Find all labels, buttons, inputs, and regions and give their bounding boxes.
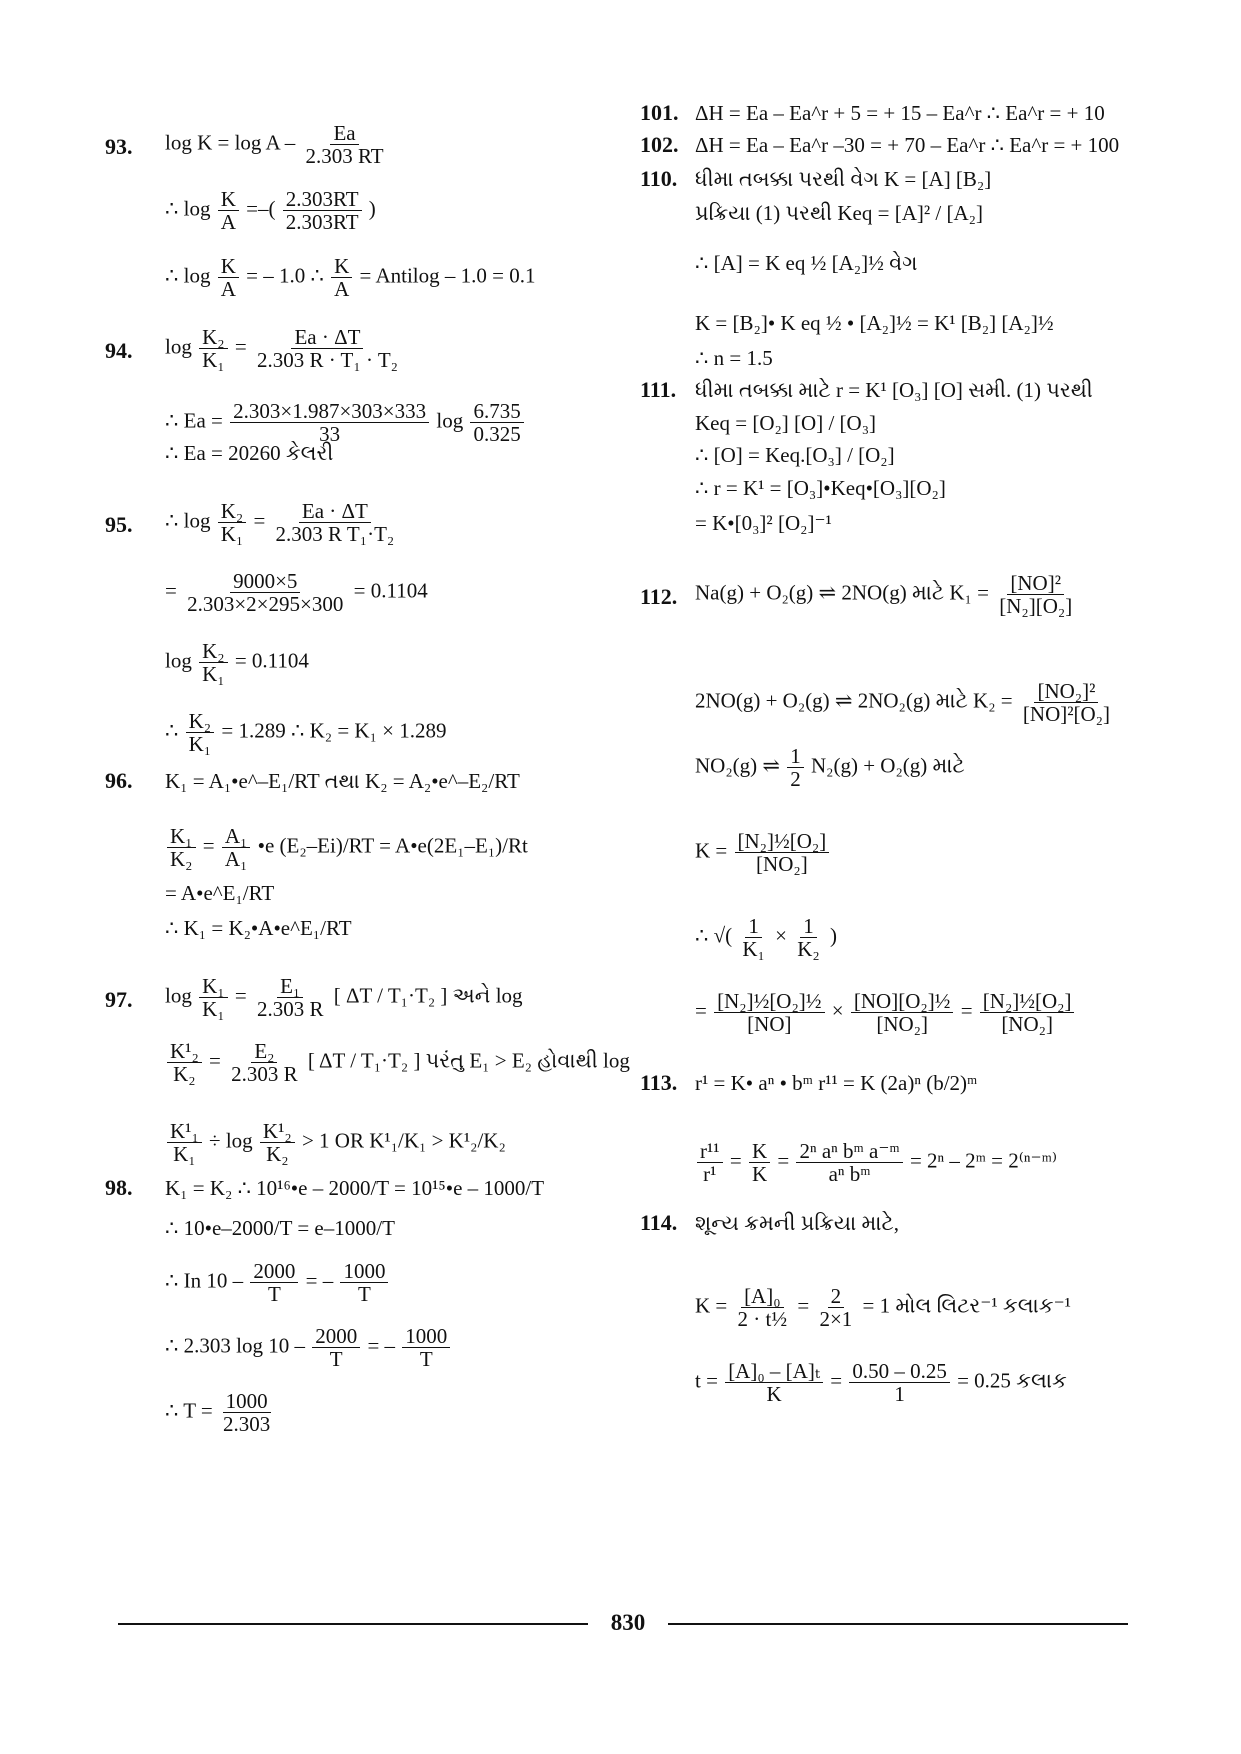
solution-line — [695, 1360, 1067, 1405]
fraction-denominator: K₂ — [797, 937, 820, 961]
fraction-numerator: A₁ — [222, 825, 251, 848]
solution-line — [165, 326, 403, 371]
solution-line — [695, 345, 773, 371]
fraction-numerator: E₂ — [251, 1040, 277, 1063]
solution-line — [695, 990, 1076, 1035]
fraction-denominator: aⁿ bᵐ — [828, 1162, 871, 1186]
fraction-denominator: 2×1 — [819, 1307, 853, 1331]
fraction — [260, 1120, 295, 1165]
equation-text: N₂(g) + O₂(g) માટે — [805, 753, 965, 778]
fraction-denominator: [NO₂] — [756, 852, 808, 876]
equation-text: log — [431, 408, 469, 433]
fraction-numerator: K₂ — [186, 710, 215, 733]
equation-text: = – 1.0 ∴ — [240, 263, 330, 288]
fraction-denominator: K₁ — [202, 662, 225, 686]
solution-line — [695, 572, 1077, 617]
equation-text: × — [769, 923, 793, 948]
equation-text: ∴ T = — [165, 1398, 219, 1423]
page-footer — [118, 1610, 1128, 1640]
fraction-denominator: [NO₂] — [1001, 1012, 1053, 1036]
fraction-denominator: [NO] — [747, 1012, 792, 1036]
solution-line — [695, 250, 917, 276]
fraction-denominator: A — [334, 277, 350, 301]
fraction-numerator: 1000 — [340, 1260, 388, 1283]
fraction — [470, 400, 523, 445]
fraction-numerator: K₁ — [167, 825, 196, 848]
equation-text: log K = log A – — [165, 130, 301, 155]
equation-text: Keq = [O₂] [O] / [O₃] — [695, 411, 877, 435]
equation-text: log — [165, 983, 198, 1008]
equation-text: =–( — [240, 196, 281, 221]
equation-text: = 1.289 ∴ K₂ = K₁ × 1.289 — [216, 718, 447, 743]
equation-text: log — [165, 648, 198, 673]
fraction-numerator: [NO][O₂]½ — [851, 990, 954, 1013]
fraction-numerator: [A]₀ — [741, 1285, 783, 1308]
fraction-denominator: 1 — [894, 1382, 905, 1406]
solution-line — [165, 880, 274, 906]
solution-line — [695, 915, 837, 960]
fraction — [167, 825, 196, 870]
fraction-numerator: 1 — [745, 915, 762, 938]
fraction-numerator: 2ⁿ aⁿ bᵐ a⁻ᵐ — [796, 1140, 902, 1163]
fraction-denominator: A — [220, 277, 236, 301]
fraction-numerator: 6.735 — [470, 400, 523, 423]
solution-line — [695, 680, 1115, 725]
fraction-numerator: [N₂]½[O₂] — [980, 990, 1075, 1013]
fraction-denominator: T — [267, 1282, 281, 1306]
equation-text: = — [165, 578, 183, 603]
fraction-denominator: K — [766, 1382, 782, 1406]
question-number: 114. — [640, 1210, 678, 1235]
fraction-denominator: 2.303 — [223, 1412, 271, 1436]
fraction — [739, 915, 768, 960]
equation-text: ∴ [O] = Keq.[O₃] / [O₂] — [695, 443, 895, 467]
fraction-numerator: E₁ — [277, 975, 303, 998]
fraction-numerator: K₁ — [199, 975, 228, 998]
fraction — [849, 1360, 950, 1405]
fraction-numerator: K₂ — [199, 326, 228, 349]
fraction — [340, 1260, 388, 1305]
equation-text: K₁ = K₂ ∴ 10¹⁶•e – 2000/T = 10¹⁵•e – 1000/T — [165, 1176, 545, 1200]
equation-text: ΔH = Ea – Ea^r + 5 = + 15 – Ea^r ∴ Ea^r = + 10 — [695, 101, 1105, 125]
solution-line — [695, 510, 832, 536]
question-number: 110. — [640, 166, 678, 191]
fraction-denominator: A₁ — [224, 847, 248, 871]
fraction-denominator: 33 — [319, 422, 341, 446]
equation-text: = Antilog – 1.0 = 0.1 — [354, 263, 536, 288]
fraction-denominator: 2.303 R — [256, 997, 324, 1021]
fraction-denominator: 2.303 R T₁·T₂ — [275, 522, 395, 546]
equation-text: = 2ⁿ – 2ᵐ = 2⁽ⁿ⁻ᵐ⁾ — [904, 1148, 1058, 1173]
solution-line — [165, 400, 526, 445]
solution-line — [165, 710, 447, 755]
fraction — [735, 830, 830, 875]
solution-line — [695, 310, 1054, 336]
solution-line — [165, 915, 352, 941]
equation-text: r¹ = K• aⁿ • bᵐ r¹¹ = K (2a)ⁿ (b/2)ᵐ — [695, 1071, 978, 1095]
equation-text: = — [229, 334, 252, 359]
fraction-numerator: K — [749, 1140, 770, 1163]
fraction — [254, 975, 327, 1020]
fraction-denominator: K₂ — [266, 1142, 289, 1166]
fraction — [218, 255, 239, 300]
fraction-numerator: 2.303RT — [283, 188, 362, 211]
fraction-denominator: K₂ — [173, 1062, 196, 1086]
fraction-numerator: [A]₀ – [A]ₜ — [725, 1360, 823, 1383]
fraction — [402, 1325, 450, 1370]
fraction-numerator: 2000 — [312, 1325, 360, 1348]
fraction-denominator: 2 — [790, 767, 801, 791]
fraction — [331, 255, 352, 300]
fraction — [787, 745, 804, 790]
solution-line — [165, 1175, 544, 1201]
solution-line — [165, 1120, 506, 1165]
footer-rule-left — [118, 1623, 588, 1625]
equation-text: = — [197, 833, 220, 858]
equation-text: NO₂(g) ⇌ — [695, 753, 786, 778]
equation-text: = – — [362, 1333, 401, 1358]
fraction-numerator: r¹¹ — [697, 1140, 723, 1163]
fraction-denominator: K₁ — [188, 732, 212, 756]
solution-line — [165, 570, 428, 615]
solution-line — [695, 377, 1093, 403]
equation-text: [ ΔT / T₁·T₂ ] પરંતુ E₁ > E₂ હોવાથી log — [302, 1048, 630, 1073]
question-number: 113. — [640, 1070, 678, 1095]
fraction — [735, 1285, 791, 1330]
fraction — [199, 975, 228, 1020]
fraction-numerator: 1 — [787, 745, 804, 768]
fraction — [199, 640, 228, 685]
fraction-denominator: K₁ — [173, 1142, 196, 1166]
solution-line — [695, 442, 895, 468]
equation-text: = — [203, 1048, 227, 1073]
fraction-numerator: 1000 — [223, 1390, 271, 1413]
equation-text: = — [695, 998, 713, 1023]
equation-text: > 1 OR K¹₁/K₁ > K¹₂/K₂ — [296, 1128, 506, 1153]
fraction — [303, 122, 387, 167]
equation-text: શૂન્ય ક્રમની પ્રક્રિયા માટે, — [695, 1211, 899, 1235]
fraction — [167, 1040, 202, 1085]
fraction-numerator: 9000×5 — [230, 570, 300, 593]
equation-text: = — [772, 1148, 795, 1173]
equation-text: ∴ log — [165, 508, 216, 533]
solution-line — [165, 500, 399, 545]
equation-text: ∴ K₁ = K₂•A•e^E₁/RT — [165, 916, 352, 940]
solution-line — [165, 440, 333, 466]
fraction-numerator: K¹₁ — [167, 1120, 202, 1143]
fraction-numerator: 1 — [800, 915, 817, 938]
equation-text: K = — [695, 1293, 733, 1318]
solution-line — [165, 768, 520, 794]
fraction-denominator: T — [329, 1347, 343, 1371]
equation-text: ∴ 2.303 log 10 – — [165, 1333, 311, 1358]
solution-line — [165, 122, 389, 167]
fraction-numerator: [NO]² — [1007, 572, 1064, 595]
solution-line — [165, 1040, 630, 1085]
equation-text: = — [955, 998, 978, 1023]
equation-text: •e (E₂–Ei)/RT = A•e(2E₁–E₁)/Rt — [252, 833, 528, 858]
solution-line — [165, 1260, 390, 1305]
solution-line — [695, 100, 1105, 126]
equation-text: = — [248, 508, 271, 533]
fraction — [254, 326, 401, 371]
equation-text: = 0.25 કલાક — [951, 1368, 1067, 1393]
equation-text: ∴ r = K¹ = [O₃]•Keq•[O₃][O₂] — [695, 476, 946, 500]
fraction — [749, 1140, 770, 1185]
equation-text: = 0.1104 — [348, 578, 428, 603]
solution-line — [165, 640, 309, 685]
fraction-numerator: [N₂]½[O₂]½ — [714, 990, 824, 1013]
fraction — [218, 188, 239, 233]
fraction-denominator: 2.303 RT — [305, 144, 384, 168]
equation-text: log — [165, 334, 198, 359]
fraction-denominator: 2.303 R · T₁ · T₂ — [256, 348, 398, 372]
fraction-numerator: K₂ — [218, 500, 247, 523]
footer-rule-right — [668, 1623, 1128, 1625]
fraction-denominator: 2 · t½ — [737, 1307, 788, 1331]
fraction-denominator: K₁ — [742, 937, 765, 961]
fraction — [725, 1360, 823, 1405]
solution-line — [695, 200, 983, 226]
question-number: 95. — [105, 512, 133, 537]
solution-line — [695, 1070, 977, 1096]
fraction-numerator: K¹₂ — [167, 1040, 202, 1063]
fraction — [283, 188, 362, 233]
equation-text: [ ΔT / T₁·T₂ ] અને log — [328, 983, 523, 1008]
fraction-numerator: [NO₂]² — [1034, 680, 1098, 703]
solution-line — [695, 830, 831, 875]
solution-line — [695, 1285, 1071, 1330]
fraction — [1020, 680, 1113, 725]
solution-line — [165, 975, 523, 1020]
equation-text: ∴ n = 1.5 — [695, 346, 773, 370]
fraction-numerator: K¹₂ — [260, 1120, 295, 1143]
fraction-numerator: Ea · ΔT — [299, 500, 371, 523]
fraction-denominator: [N₂][O₂] — [999, 594, 1073, 618]
equation-text: = 1 મોલ લિટર⁻¹ કલાક⁻¹ — [857, 1293, 1071, 1318]
fraction-denominator: K₁ — [202, 997, 225, 1021]
fraction — [980, 990, 1075, 1035]
equation-text: ΔH = Ea – Ea^r –30 = + 70 – Ea^r ∴ Ea^r = + 100 — [695, 133, 1120, 157]
solution-line — [165, 255, 535, 300]
solution-line — [165, 1325, 452, 1370]
fraction — [186, 710, 215, 755]
equation-text: K₁ = A₁•e^–E₁/RT તથા K₂ = A₂•e^–E₂/RT — [165, 769, 520, 793]
fraction — [199, 326, 228, 371]
solution-line — [695, 166, 991, 192]
question-number: 101. — [640, 100, 679, 125]
equation-text: = — [724, 1148, 747, 1173]
equation-text: × — [826, 998, 849, 1023]
equation-text: ધીમા તબક્કા પરથી વેગ K = [A] [B₂] — [695, 167, 992, 191]
fraction-denominator: 2.303×2×295×300 — [187, 592, 344, 616]
solution-line — [165, 1390, 275, 1435]
fraction-denominator: K₁ — [220, 522, 244, 546]
fraction-numerator: K — [218, 188, 239, 211]
solution-line — [695, 1210, 899, 1236]
fraction-denominator: [NO₂] — [876, 1012, 928, 1036]
question-number: 94. — [105, 338, 133, 363]
equation-text: = – — [300, 1268, 339, 1293]
equation-text: = K•[0₃]² [O₂]⁻¹ — [695, 511, 832, 535]
equation-text: ÷ log — [203, 1128, 258, 1153]
solution-line — [165, 1215, 395, 1241]
question-number: 111. — [640, 377, 677, 402]
fraction-numerator: 1000 — [402, 1325, 450, 1348]
fraction — [273, 500, 398, 545]
fraction-denominator: 2.303RT — [285, 210, 359, 234]
fraction — [184, 570, 346, 615]
fraction — [816, 1285, 855, 1330]
equation-text: = — [825, 1368, 848, 1393]
equation-text: ∴ Ea = — [165, 408, 229, 433]
equation-text: પ્રક્રિયા (1) પરથી Keq = [A]² / [A₂] — [695, 201, 983, 225]
question-number: 93. — [105, 134, 133, 159]
fraction — [222, 825, 251, 870]
fraction-denominator: 0.325 — [473, 422, 521, 446]
fraction — [167, 1120, 202, 1165]
fraction-numerator: 2000 — [250, 1260, 298, 1283]
fraction-numerator: Ea — [330, 122, 358, 145]
question-number: 98. — [105, 1175, 133, 1200]
fraction — [996, 572, 1075, 617]
fraction-denominator: 2.303 R — [231, 1062, 298, 1086]
equation-text: = — [792, 1293, 815, 1318]
fraction — [312, 1325, 360, 1370]
fraction-numerator: K₂ — [199, 640, 228, 663]
page-number: 830 — [610, 1610, 646, 1635]
fraction-denominator: [NO]²[O₂] — [1022, 702, 1110, 726]
fraction — [220, 1390, 273, 1435]
fraction-denominator: K — [751, 1162, 768, 1186]
solution-line — [695, 132, 1119, 158]
fraction-numerator: K — [218, 255, 239, 278]
equation-text: ધીમા તબક્કા માટે r = K¹ [O₃] [O] સમી. (1) પરથી — [695, 378, 1093, 402]
question-number: 96. — [105, 768, 133, 793]
fraction-denominator: T — [419, 1347, 433, 1371]
equation-text: = 0.1104 — [229, 648, 309, 673]
equation-text: ∴ 10•e–2000/T = e–1000/T — [165, 1216, 395, 1240]
equation-text: ∴ In 10 – — [165, 1268, 249, 1293]
fraction — [250, 1260, 298, 1305]
equation-text: K = — [695, 838, 733, 863]
equation-text: ∴ [A] = K eq ½ [A₂]½ વેગ — [695, 251, 918, 275]
fraction-denominator: K₁ — [202, 348, 225, 372]
fraction-denominator: K₂ — [170, 847, 193, 871]
fraction — [228, 1040, 301, 1085]
fraction-numerator: [N₂]½[O₂] — [735, 830, 830, 853]
solution-line — [695, 745, 965, 790]
solution-line — [695, 475, 946, 501]
solution-line — [695, 1140, 1057, 1185]
equation-text: ) — [363, 196, 376, 221]
equation-text: ∴ √( — [695, 923, 738, 948]
fraction — [794, 915, 823, 960]
fraction-numerator: 2 — [828, 1285, 845, 1308]
equation-text: t = — [695, 1368, 724, 1393]
equation-text: Na(g) + O₂(g) ⇌ 2NO(g) માટે K₁ = — [695, 580, 995, 605]
equation-text: ∴ Ea = 20260 કેલરી — [165, 441, 334, 465]
fraction-denominator: A — [220, 210, 236, 234]
fraction — [697, 1140, 723, 1185]
equation-text: ) — [824, 923, 837, 948]
solution-line — [165, 825, 528, 870]
equation-text: = A•e^E₁/RT — [165, 881, 275, 905]
equation-text: = — [229, 983, 252, 1008]
fraction — [714, 990, 824, 1035]
fraction — [230, 400, 429, 445]
fraction — [851, 990, 954, 1035]
fraction-denominator: r¹ — [703, 1162, 717, 1186]
fraction-numerator: 0.50 – 0.25 — [849, 1360, 950, 1383]
equation-text: ∴ log — [165, 263, 216, 288]
fraction-denominator: T — [358, 1282, 371, 1306]
solution-line — [695, 410, 876, 436]
fraction-numerator: 2.303×1.987×303×333 — [230, 400, 429, 423]
question-number: 97. — [105, 987, 133, 1012]
equation-text: K = [B₂]• K eq ½ • [A₂]½ = K¹ [B₂] [A₂]½ — [695, 311, 1054, 335]
fraction-numerator: K — [331, 255, 352, 278]
equation-text: ∴ — [165, 718, 184, 743]
fraction — [796, 1140, 902, 1185]
question-number: 102. — [640, 132, 679, 157]
fraction — [218, 500, 247, 545]
question-number: 112. — [640, 584, 678, 609]
equation-text: ∴ log — [165, 196, 216, 221]
solution-line — [165, 188, 376, 233]
fraction-numerator: Ea · ΔT — [291, 326, 363, 349]
equation-text: 2NO(g) + O₂(g) ⇌ 2NO₂(g) માટે K₂ = — [695, 688, 1018, 713]
